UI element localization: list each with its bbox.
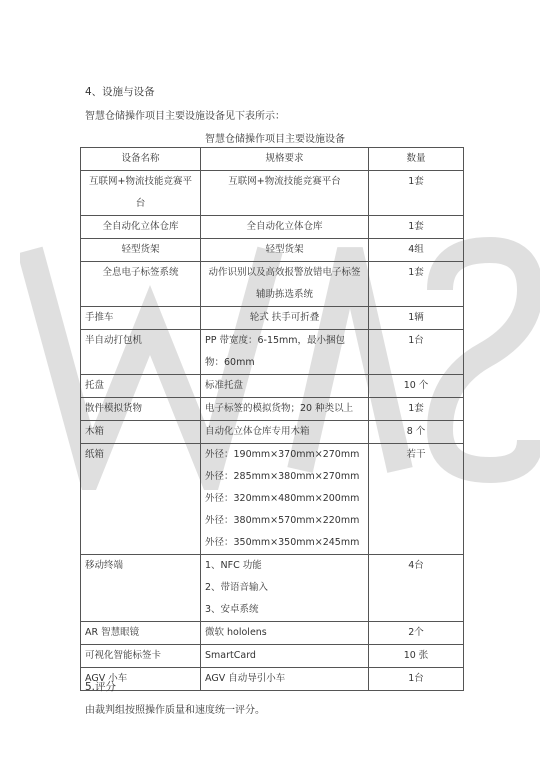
equipment-spec (201, 555, 369, 622)
equipment-quantity: 1套 (369, 171, 464, 216)
equipment-table (80, 147, 464, 691)
spec-line: 1、NFC 功能 (205, 560, 262, 571)
table-row (81, 444, 464, 555)
equipment-spec: 互联网+物流技能竞赛平台 (201, 171, 369, 216)
equipment-spec: 自动化立体仓库专用木箱 (201, 421, 369, 444)
equipment-name: 全息电子标签系统 (81, 262, 201, 307)
equipment-spec: 轻型货架 (201, 239, 369, 262)
table-row (81, 375, 464, 398)
equipment-quantity: 1台 (369, 330, 464, 375)
section-heading: 4、设施与设备 (85, 86, 155, 98)
table-row (81, 645, 464, 668)
table-row (81, 262, 464, 307)
equipment-name: 半自动打包机 (81, 330, 201, 375)
equipment-name: AGV 小车 (81, 668, 201, 691)
table-row (81, 398, 464, 421)
equipment-spec: SmartCard (201, 645, 369, 668)
equipment-spec: 微软 hololens (201, 622, 369, 645)
equipment-spec: PP 带宽度：6-15mm，最小捆包物：60mm (201, 330, 369, 375)
spec-line: 3、安卓系统 (205, 604, 259, 615)
equipment-name: 木箱 (81, 421, 201, 444)
table-row (81, 171, 464, 216)
equipment-name: 互联网+物流技能竞赛平台 (81, 171, 201, 216)
table-row (81, 330, 464, 375)
intro-text: 智慧仓储操作项目主要设施设备见下表所示： (85, 111, 285, 122)
equipment-quantity: 1台 (369, 668, 464, 691)
table-row (81, 622, 464, 645)
equipment-quantity: 1套 (369, 216, 464, 239)
scoring-heading: 5.评分 (85, 681, 117, 693)
equipment-spec: 电子标签的模拟货物；20 种类以上 (201, 398, 369, 421)
table-caption: 智慧仓储操作项目主要设施设备 (205, 134, 345, 145)
equipment-name: AR 智慧眼镜 (81, 622, 201, 645)
table-row (81, 216, 464, 239)
equipment-name: 散件模拟货物 (81, 398, 201, 421)
spec-line: 2、带语音输入 (205, 582, 269, 593)
scoring-text: 由裁判组按照操作质量和速度统一评分。 (85, 705, 265, 716)
equipment-quantity: 10 张 (369, 645, 464, 668)
table-row (81, 555, 464, 622)
table-row (81, 239, 464, 262)
equipment-name: 纸箱 (81, 444, 201, 555)
table-row (81, 307, 464, 330)
equipment-spec: 全自动化立体仓库 (201, 216, 369, 239)
table-row (81, 668, 464, 691)
column-header: 数量 (369, 148, 464, 171)
equipment-name: 轻型货架 (81, 239, 201, 262)
equipment-quantity: 4组 (369, 239, 464, 262)
equipment-quantity: 4台 (369, 555, 464, 622)
equipment-spec: 外径：190mm×370mm×270mm 外径：285mm×380mm×270mm 外径：320mm×480mm×200mm 外径：380mm×570mm×220mm 外径：350mm×350mm×245mm (201, 444, 369, 555)
equipment-quantity: 1套 (369, 262, 464, 307)
equipment-spec: 动作识别以及高效报警放错电子标签辅助拣选系统 (201, 262, 369, 307)
table-row (81, 421, 464, 444)
equipment-quantity: 10 个 (369, 375, 464, 398)
equipment-name: 手推车 (81, 307, 201, 330)
equipment-name: 托盘 (81, 375, 201, 398)
equipment-name: 移动终端 (81, 555, 201, 622)
equipment-quantity: 若干 (369, 444, 464, 555)
equipment-spec: 轮式 扶手可折叠 (201, 307, 369, 330)
equipment-quantity: 1套 (369, 398, 464, 421)
table-header-row (81, 148, 464, 171)
equipment-name: 可视化智能标签卡 (81, 645, 201, 668)
equipment-spec: AGV 自动导引小车 (201, 668, 369, 691)
equipment-quantity: 8 个 (369, 421, 464, 444)
equipment-quantity: 1辆 (369, 307, 464, 330)
column-header: 规格要求 (201, 148, 369, 171)
equipment-name: 全自动化立体仓库 (81, 216, 201, 239)
equipment-quantity: 2个 (369, 622, 464, 645)
equipment-spec: 标准托盘 (201, 375, 369, 398)
column-header: 设备名称 (81, 148, 201, 171)
